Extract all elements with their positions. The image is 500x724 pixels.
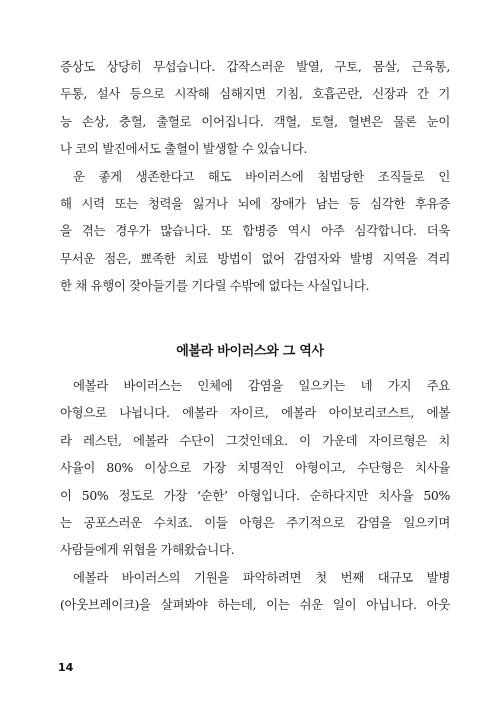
body-text-bottom [60, 372, 450, 619]
text-line: 에볼라 바이러스는 인체에 감염을 일으키는 네 가지 주요 [73, 378, 450, 393]
page-number: 14 [58, 661, 74, 674]
text-line: 나 코의 발진에서도 출혈이 발생할 수 있습니다. [60, 141, 308, 157]
text-line: 라 레스턴, 에볼라 수단이 그것인데요. 이 가운데 자이르형은 치 [60, 432, 450, 448]
paragraph-aftereffects [60, 163, 450, 300]
text-line: 운 좋게 생존한다고 해도 바이러스에 침범당한 조직들로 인 [73, 168, 450, 184]
section-heading: 에볼라 바이러스와 그 역사 [176, 344, 324, 359]
text-line: (아웃브레이크)을 살펴봐야 하는데, 이는 쉬운 일이 아닙니다. 아웃 [60, 597, 450, 613]
paragraph-origin [60, 564, 450, 619]
text-line: 이 50% 정도로 가장 ‘순한’ 아형입니다. 순하다지만 치사율 50% [60, 487, 450, 503]
text-line: 증상도 상당히 무섭습니다. 갑작스러운 발열, 구토, 몸살, 근육통, [60, 59, 450, 74]
paragraph-symptoms [60, 53, 450, 163]
text-line: 을 겪는 경우가 많습니다. 또 합병증 역시 아주 심각합니다. 더욱 [60, 223, 450, 239]
text-line: 한 채 유행이 잦아들기를 기다릴 수밖에 없다는 사실입니다. [60, 278, 370, 294]
text-line: 무서운 점은, 뾰족한 치료 방법이 없어 감염자와 발병 지역을 격리 [60, 250, 450, 266]
text-line: 두통, 설사 등으로 시작해 심해지면 기침, 호흡곤란, 신장과 간 기 [60, 86, 450, 102]
paragraph-subtypes [60, 372, 450, 564]
text-line: 에볼라 바이러스의 기원을 파악하려면 첫 번째 대규모 발병 [73, 569, 450, 585]
text-line: 해 시력 또는 청력을 잃거나 뇌에 장애가 남는 등 심각한 후유증 [60, 196, 450, 212]
text-line: 능 손상, 충혈, 출혈로 이어집니다. 객혈, 토혈, 혈변은 물론 눈이 [60, 113, 450, 129]
text-line: 아형으로 나뉩니다. 에볼라 자이르, 에볼라 아이보리코스트, 에볼 [60, 405, 450, 421]
text-line: 는 공포스러운 수치죠. 이들 아형은 주기적으로 감염을 일으키며 [60, 515, 450, 531]
body-text-top [60, 53, 450, 300]
text-line: 사율이 80% 이상으로 가장 치명적인 아형이고, 수단형은 치사율 [60, 460, 450, 476]
text-line: 사람들에게 위협을 가해왔습니다. [60, 542, 235, 558]
